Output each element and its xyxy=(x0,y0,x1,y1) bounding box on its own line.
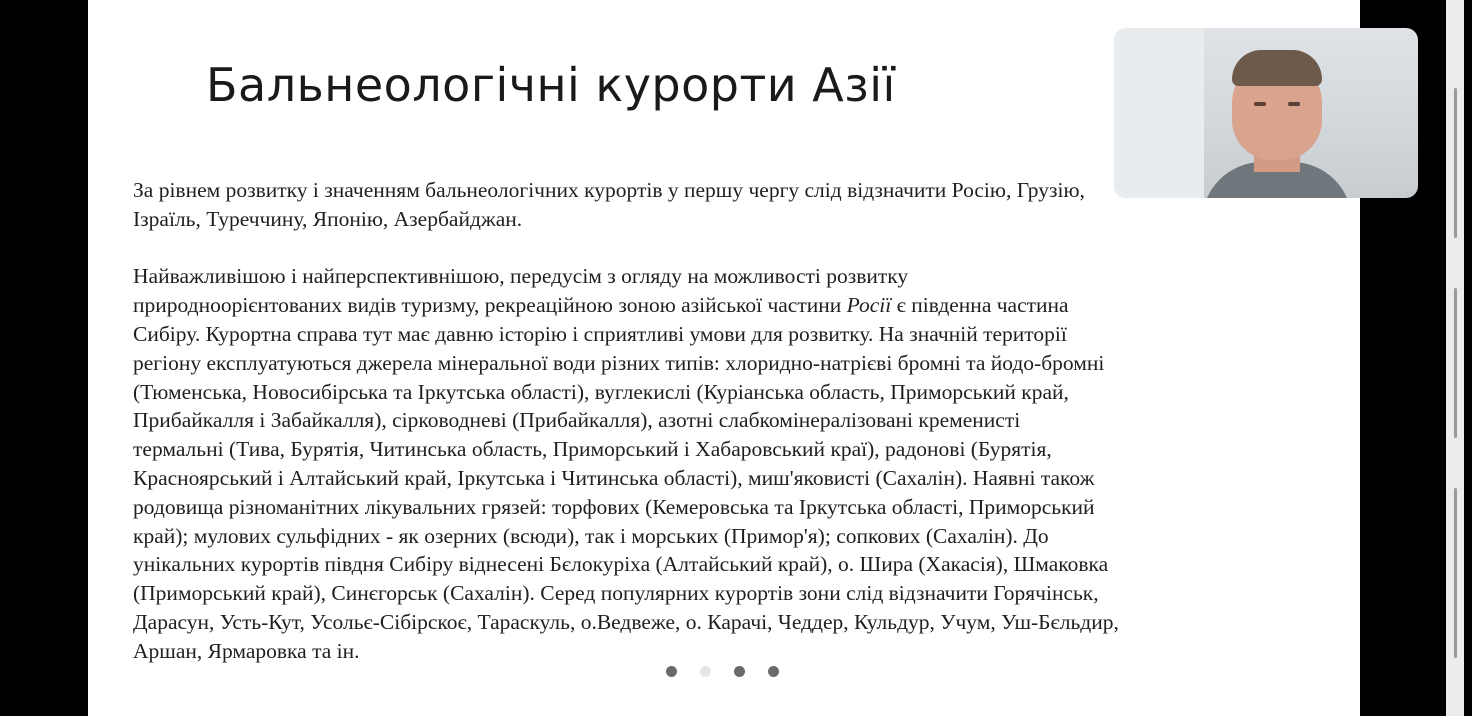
text-line: край); мулових сульфідних - як озерних (всюди), так і морських (Примор'я); сопкових (Сахалін). До xyxy=(133,523,1049,548)
text-line: Ізраїль, Туреччину, Японію, Азербайджан. xyxy=(133,206,523,231)
scrollbar-thumb[interactable] xyxy=(1454,288,1457,438)
text-line: Красноярський і Алтайський край, Іркутська і Читинська області), миш'яковисті (Сахалін). Наявні також xyxy=(133,465,1095,490)
scrollbar-thumb[interactable] xyxy=(1454,88,1457,238)
text-line: Прибайкалля і Забайкалля), сірководневі (Прибайкалля), азотні слабкомінералізовані кременисті xyxy=(133,408,1021,433)
presenter-hair xyxy=(1232,50,1322,86)
text-line: Дарасун, Усть-Кут, Усольє-Сібірскоє, Тараскуль, о.Ведвеже, о. Карачі, Чеддер, Кульдур, Учум, Уш-Бєльдир, xyxy=(133,609,1119,634)
text-line: термальні (Тива, Бурятія, Читинська область, Приморський і Хабаровський краї), радонові (Бурятія, xyxy=(133,437,1052,462)
scrollbar-thumb[interactable] xyxy=(1454,488,1457,658)
text-line: Аршан, Ярмаровка та ін. xyxy=(133,638,360,663)
page-dot-active[interactable] xyxy=(700,666,711,677)
text-line: родовища різноманітних лікувальних грязей: торфових (Кемеровська та Іркутська області, Приморський xyxy=(133,494,1095,519)
webcam-video-thumbnail[interactable] xyxy=(1114,28,1418,198)
page-dot[interactable] xyxy=(666,666,677,677)
presenter-eye xyxy=(1254,102,1266,106)
text-line: Найважливішою і найперспективнішою, передусім з огляду на можливості розвитку xyxy=(133,264,909,289)
text-line: регіону експлуатуються джерела мінеральної води різних типів: хлоридно-натрієві бромні та йодо-бромні xyxy=(133,350,1105,375)
text-line: (Тюменська, Новосибірська та Іркутська області), вуглекислі (Куріанська область, Приморський край, xyxy=(133,379,1069,404)
slide-body xyxy=(133,176,1348,666)
text-line: унікальних курортів півдня Сибіру віднесені Бєлокуріха (Алтайський край), о. Шира (Хакасія), Шмаковка xyxy=(133,552,1109,577)
slide-pagination xyxy=(666,666,779,677)
text-line: За рівнем розвитку і значенням бальнеологічних курортів у першу чергу слід відзначити Росію, Грузію, xyxy=(133,178,1085,202)
text-line: (Приморський край), Синєгорськ (Сахалін). Серед популярних курортів зони слід відзначити Горячінськ, xyxy=(133,581,1099,606)
text-line: Сибіру. Курортна справа тут має давню історію і сприятливі умови для розвитку. На значній території xyxy=(133,321,1067,346)
page-dot[interactable] xyxy=(768,666,779,677)
page-dot[interactable] xyxy=(734,666,745,677)
slide-title: Бальнеологічні курорти Азії xyxy=(206,58,896,112)
presenter-eye xyxy=(1288,102,1300,106)
webcam-background xyxy=(1114,28,1204,198)
paragraph-russia xyxy=(133,262,1348,665)
text-line: є південна частина xyxy=(891,293,1069,318)
italic-word: Росії xyxy=(846,293,892,318)
text-line: природноорієнтованих видів туризму, рекреаційною зоною азійської частини xyxy=(133,293,847,318)
